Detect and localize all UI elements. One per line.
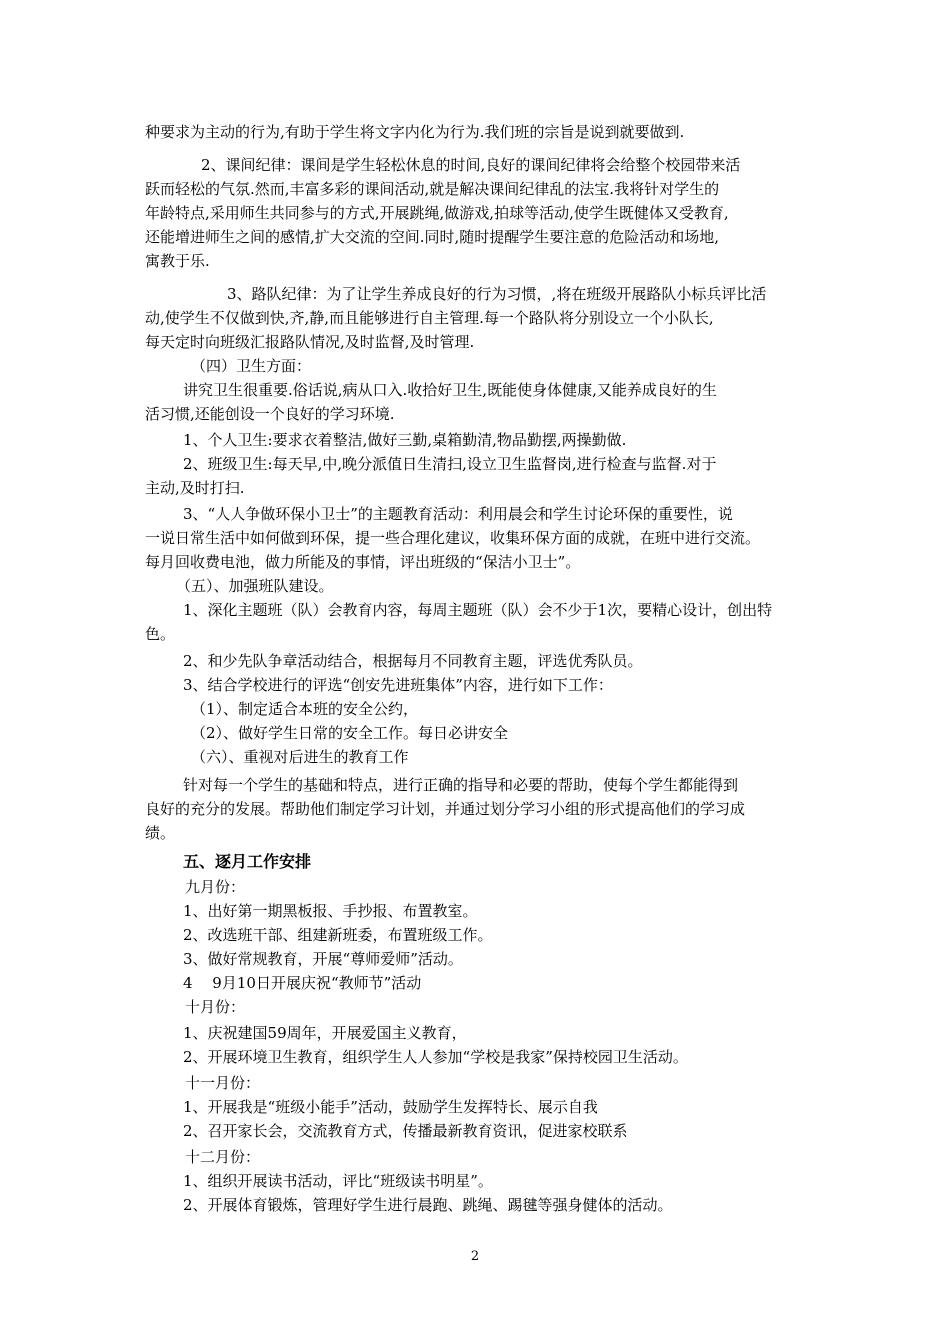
text-line: 每天定时向班级汇报路队情况,及时监督,及时管理.	[145, 333, 475, 351]
text-line: （2）、做好学生日常的安全工作。每日必讲安全	[191, 724, 509, 742]
text-line: 1、出好第一期黑板报、手抄报、布置教室。	[183, 902, 478, 920]
text-line: 每月回收费电池，做力所能及的事情，评出班级的“保洁小卫士”。	[145, 553, 581, 571]
text-line: 2、开展环境卫生教育，组织学生人人参加“学校是我家”保持校园卫生活动。	[183, 1048, 688, 1066]
text-line: 针对每一个学生的基础和特点，进行正确的指导和必要的帮助，使每个学生都能得到	[183, 776, 739, 794]
text-line: 3、做好常规教育，开展“尊师爱师”活动。	[183, 950, 463, 968]
text-line: 十一月份：	[185, 1074, 261, 1092]
text-line: 1、深化主题班（队）会教育内容，每周主题班（队）会不少于1次，要精心设计，创出特	[183, 601, 773, 619]
text-line: 3、“人人争做环保小卫士”的主题教育活动：利用晨会和学生讨论环保的重要性，说	[183, 505, 733, 523]
text-line: （六）、重视对后进生的教育工作	[191, 748, 409, 766]
text-line: 九月份：	[185, 878, 246, 896]
text-line: 2、开展体育锻炼，管理好学生进行晨跑、跳绳、踢毽等强身健体的活动。	[183, 1196, 673, 1214]
text-line: 寓教于乐.	[145, 252, 210, 270]
text-line: 十二月份：	[185, 1148, 261, 1166]
section-heading: 五、逐月工作安排	[183, 852, 312, 871]
text-line: 良好的充分的发展。帮助他们制定学习计划，并通过划分学习小组的形式提高他们的学习成	[145, 800, 746, 818]
text-line: 年龄特点,采用师生共同参与的方式,开展跳绳,做游戏,拍球等活动,使学生既健体又受教育,	[145, 204, 729, 222]
text-line: （四）卫生方面：	[191, 357, 312, 375]
text-line: 1、开展我是“班级小能手”活动，鼓励学生发挥特长、展示自我	[183, 1098, 598, 1116]
text-line: （五）、加强班队建设。	[176, 577, 334, 595]
text-line: 3、结合学校进行的评选“创安先进班集体”内容，进行如下工作：	[183, 676, 613, 694]
text-line: 2、和少先队争章活动结合，根据每月不同教育主题，评选优秀队员。	[183, 652, 643, 670]
text-line: 活习惯,还能创设一个良好的学习环境.	[145, 405, 395, 423]
text-line: 一说日常生活中如何做到环保，提一些合理化建议，收集环保方面的成就，在班中进行交流。	[145, 529, 761, 547]
text-line: 主动,及时打扫.	[145, 479, 245, 497]
text-line: 4 9月10日开展庆祝“教师节”活动	[183, 974, 422, 992]
text-line: 1、个人卫生:要求衣着整洁,做好三勤,桌箱勤清,物品勤摆,两操勤做.	[183, 431, 627, 449]
text-line: 跃而轻松的气氛.然而,丰富多彩的课间活动,就是解决课间纪律乱的法宝.我将针对学生的	[145, 180, 720, 198]
text-line: （1）、制定适合本班的安全公约，	[191, 700, 419, 718]
text-line: 还能增进师生之间的感情,扩大交流的空间.同时,随时提醒学生要注意的危险活动和场地,	[145, 228, 720, 246]
text-line: 种要求为主动的行为,有助于学生将文字内化为行为.我们班的宗旨是说到就要做到.	[145, 123, 685, 141]
text-line: 十月份：	[185, 998, 246, 1016]
text-line: 2、班级卫生:每天早,中,晚分派值日生清扫,设立卫生监督岗,进行检查与监督.对于	[183, 455, 717, 473]
text-line: 讲究卫生很重要.俗话说,病从口入.收拾好卫生,既能使身体健康,又能养成良好的生	[183, 381, 717, 399]
text-line: 动,使学生不仅做到快,齐,静,而且能够进行自主管理.每一个路队将分别设立一个小队长,	[145, 309, 714, 327]
text-line: 3、路队纪律：为了让学生养成良好的行为习惯，,将在班级开展路队小标兵评比活	[227, 285, 767, 303]
text-line: 2、课间纪律：课间是学生轻松休息的时间,良好的课间纪律将会给整个校园带来活	[201, 156, 741, 174]
page-number: 2	[470, 1249, 480, 1264]
text-line: 2、召开家长会，交流教育方式，传播最新教育资讯，促进家校联系	[183, 1122, 628, 1140]
text-line: 1、组织开展读书活动，评比“班级读书明星”。	[183, 1172, 493, 1190]
text-line: 绩。	[145, 824, 176, 842]
text-line: 1、庆祝建国59周年，开展爱国主义教育，	[183, 1024, 467, 1042]
text-line: 色。	[145, 625, 176, 643]
text-line: 2、改选班干部、组建新班委，布置班级工作。	[183, 926, 493, 944]
